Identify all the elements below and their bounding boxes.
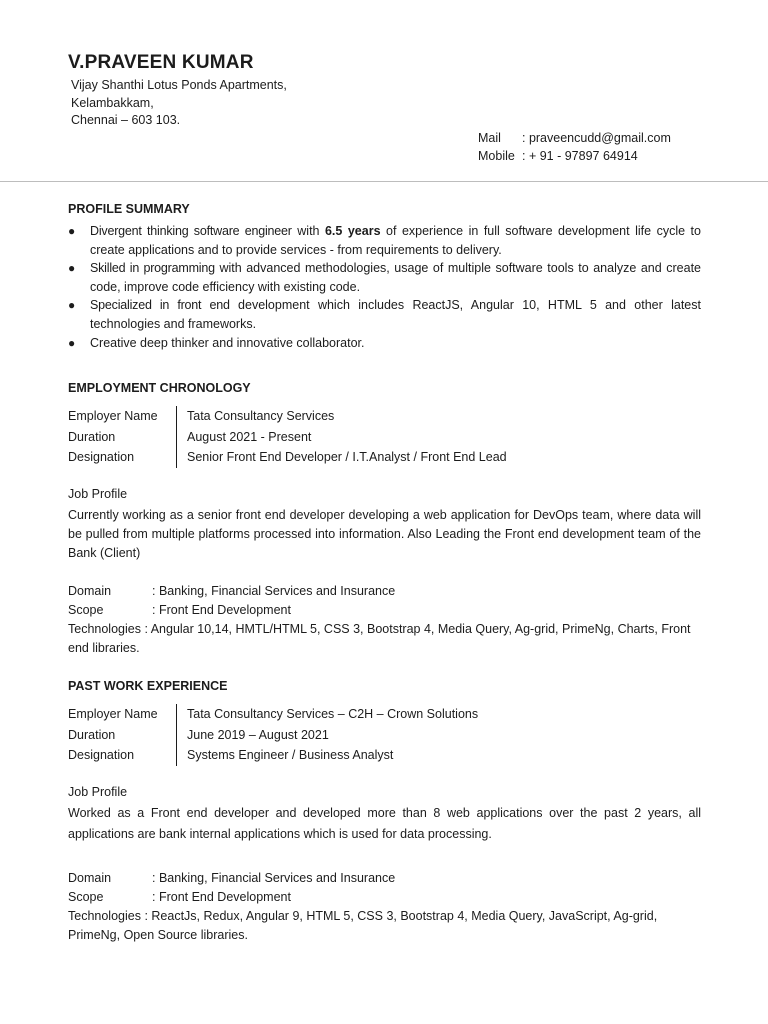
- designation-row: Designation Senior Front End Developer / I.T.Analyst / Front End Lead: [68, 447, 507, 468]
- bullet-icon: ●: [68, 298, 76, 313]
- bullet-icon: ●: [68, 335, 76, 350]
- mail-value[interactable]: : praveencudd@gmail.com: [522, 131, 671, 145]
- mail-label: Mail: [478, 131, 501, 145]
- contact-mail: [478, 131, 671, 145]
- domain-row: Domain : Banking, Financial Services and Insurance: [68, 584, 396, 598]
- job-profile-heading: Job Profile: [68, 487, 128, 501]
- past-employment-details: [68, 704, 478, 766]
- candidate-name: V.PRAVEEN KUMAR: [68, 52, 254, 73]
- employment-scope-details: [68, 582, 701, 658]
- employer-row: Employer Name Tata Consultancy Services – C2H – Crown Solutions: [68, 704, 478, 725]
- past-work-experience-heading: PAST WORK EXPERIENCE: [68, 679, 228, 693]
- scope-row: Scope : Front End Development: [68, 603, 291, 617]
- address-line-2: Kelambakkam,: [71, 96, 154, 110]
- column-divider: [176, 406, 177, 427]
- profile-bullet-4: ● Creative deep thinker and innovative collaborator.: [68, 334, 701, 353]
- employment-chronology-heading: EMPLOYMENT CHRONOLOGY: [68, 381, 251, 395]
- scope-row: Scope : Front End Development: [68, 890, 291, 904]
- address-line-1: Vijay Shanthi Lotus Ponds Apartments,: [71, 78, 287, 92]
- header-divider: [0, 181, 768, 182]
- past-job-profile-heading: Job Profile: [68, 785, 128, 799]
- column-divider: [176, 745, 177, 766]
- column-divider: [176, 447, 177, 468]
- technologies-row: Technologies : Angular 10,14, HMTL/HTML 5, CSS 3, Bootstrap 4, Media Query, Ag-grid, PrimeNg, Charts, Front end libraries.: [68, 622, 691, 655]
- employer-row: Employer Name Tata Consultancy Services: [68, 406, 507, 427]
- profile-bullet-2: ● Skilled in programming with advanced methodologies, usage of multiple software tools to analyze and create code, improve code efficiency with existing code.: [68, 261, 701, 294]
- profile-bullet-3: ● Specialized in front end development which includes ReactJS, Angular 10, HTML 5 and other latest technologies and frameworks.: [68, 298, 701, 331]
- column-divider: [176, 704, 177, 725]
- past-job-profile-text: Worked as a Front end developer and developed more than 8 web applications over the past 2 years, all applications are bank internal applications which is used for data processing.: [68, 806, 701, 841]
- duration-row: Duration August 2021 - Present: [68, 427, 507, 448]
- bullet-icon: ●: [68, 224, 76, 238]
- column-divider: [176, 725, 177, 746]
- contact-mobile: [478, 149, 638, 163]
- job-profile-text: Currently working as a senior front end developer developing a web application for DevOps team, where data will be pulled from multiple platforms processed into information. Also Leading the Front end development team of the Bank (Client): [68, 508, 701, 560]
- profile-summary-heading: PROFILE SUMMARY: [68, 202, 190, 216]
- profile-bullet-1: ● Divergent thinking software engineer with 6.5 years of experience in full software development life cycle to create applications and to provide services - from requirements to delivery.: [68, 224, 701, 257]
- mobile-label: Mobile: [478, 149, 515, 163]
- technologies-row: Technologies : ReactJs, Redux, Angular 9, HTML 5, CSS 3, Bootstrap 4, Media Query, JavaScript, Ag-grid, PrimeNg, Open Source libraries.: [68, 909, 658, 942]
- column-divider: [176, 427, 177, 448]
- bullet-icon: ●: [68, 261, 76, 276]
- domain-row: Domain : Banking, Financial Services and Insurance: [68, 871, 396, 885]
- employment-details: [68, 406, 507, 468]
- designation-row: Designation Systems Engineer / Business Analyst: [68, 745, 478, 766]
- past-scope-details: [68, 869, 701, 945]
- mobile-value: : + 91 - 97897 64914: [522, 149, 638, 163]
- address-line-3: Chennai – 603 103.: [71, 113, 181, 127]
- duration-row: Duration June 2019 – August 2021: [68, 725, 478, 746]
- profile-bullets: [68, 222, 701, 352]
